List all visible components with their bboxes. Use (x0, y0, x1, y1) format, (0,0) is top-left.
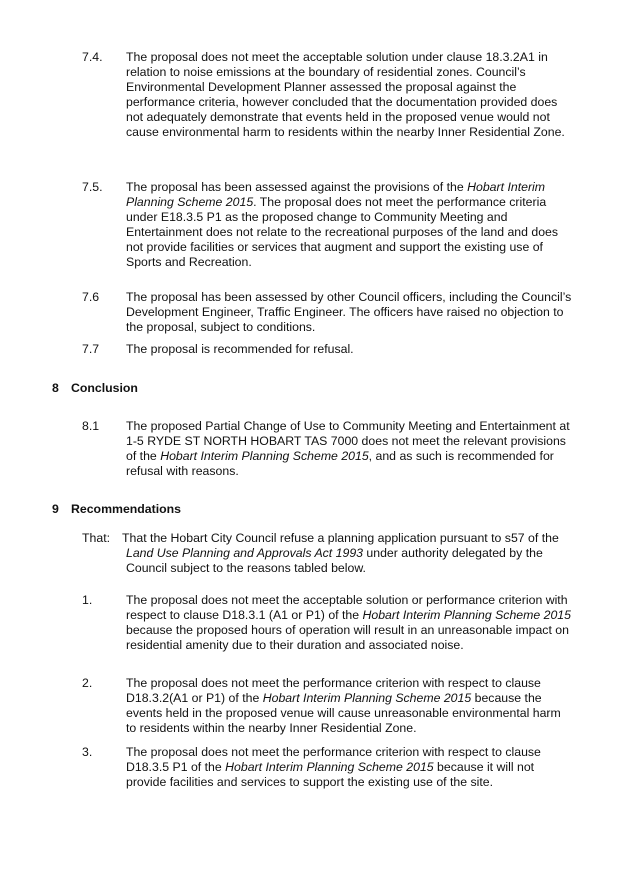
paragraph-number: 7.4. (82, 50, 103, 64)
paragraph-text: The proposal is recommended for refusal. (126, 342, 354, 356)
section-heading-recommendations (52, 502, 181, 517)
paragraph-text: The proposal has been assessed against the provisions of the Hobart Interim Planning Scheme 2015. The proposal does not meet the performance criteria under E18.3.5 P1 as the proposed change to Community Meeting and Entertainment does not relate to the recreational purposes of the land and does not provide facilities or services that augment and support the existing use of Sports and Recreation. (126, 180, 559, 270)
paragraph-number: 8.1 (82, 419, 100, 433)
paragraph-text: The proposal does not meet the acceptable solution under clause 18.3.2A1 in relation to noise emissions at the boundary of residential zones. Council’s Environmental Development Planner assessed the proposal against the performance criteria, however concluded that the documentation provided does not adequately demonstrate that events held in the proposed venue would not cause environmental harm to residents within the nearby Inner Residential Zone. (126, 50, 565, 140)
reason-number: 3. (82, 745, 93, 759)
that-label: That: (82, 531, 111, 545)
paragraph-number: 7.5. (82, 180, 103, 194)
paragraph-text: The proposed Partial Change of Use to Community Meeting and Entertainment at 1-5 RYDE ST NORTH HOBART TAS 7000 does not meet the relevant provisions of the Hobart Interim Planning Scheme 2015, and as such is recommended for refusal with reasons. (126, 419, 570, 479)
section-heading-conclusion (52, 381, 138, 396)
reason-text: The proposal does not meet the acceptable solution or performance criterion with respect to clause D18.3.1 (A1 or P1) of the Hobart Interim Planning Scheme 2015 because the proposed hours of operation will result in an unreasonable impact on residential amenity due to their duration and associated noise. (126, 593, 571, 653)
paragraph-number: 7.7 (82, 342, 100, 356)
scheme-title: Hobart Interim Planning Scheme 2015 (160, 449, 369, 464)
resolution-first-line: That the Hobart City Council refuse a planning application pursuant to s57 of the (122, 531, 559, 545)
section-title: Conclusion (71, 381, 138, 395)
section-title: Recommendations (71, 502, 182, 516)
reason-text: The proposal does not meet the performance criterion with respect to clause D18.3.2(A1 or P1) of the Hobart Interim Planning Scheme 2015 because the events held in the proposed venue will cause unreasonable environmental harm to residents within the nearby Inner Residential Zone. (126, 676, 561, 736)
reason-number: 2. (82, 676, 93, 690)
act-title: Land Use Planning and Approvals Act 1993 (126, 546, 363, 560)
paragraph-text: The proposal has been assessed by other Council officers, including the Council’s Development Engineer, Traffic Engineer. The officers have raised no objection to the proposal, subject to conditions. (126, 290, 572, 335)
scheme-title: Hobart Interim Planning Scheme 2015 (262, 691, 472, 706)
reason-text: The proposal does not meet the performance criterion with respect to clause D18.3.5 P1 of the Hobart Interim Planning Scheme 2015 because it will not provide facilities and services to support the existing use of the site. (126, 745, 541, 790)
scheme-title: Hobart Interim Planning Scheme 2015 (225, 760, 434, 775)
section-number: 8 (52, 381, 59, 395)
reason-number: 1. (82, 593, 93, 607)
paragraph-number: 7.6 (82, 290, 100, 304)
scheme-title: Hobart Interim Planning Scheme 2015 (126, 180, 546, 210)
section-number: 9 (52, 502, 59, 516)
scheme-title: Hobart Interim Planning Scheme 2015 (362, 608, 571, 623)
resolution-rest: Land Use Planning and Approvals Act 1993 under authority delegated by the Council subject to the reasons tabled below. (126, 546, 543, 576)
